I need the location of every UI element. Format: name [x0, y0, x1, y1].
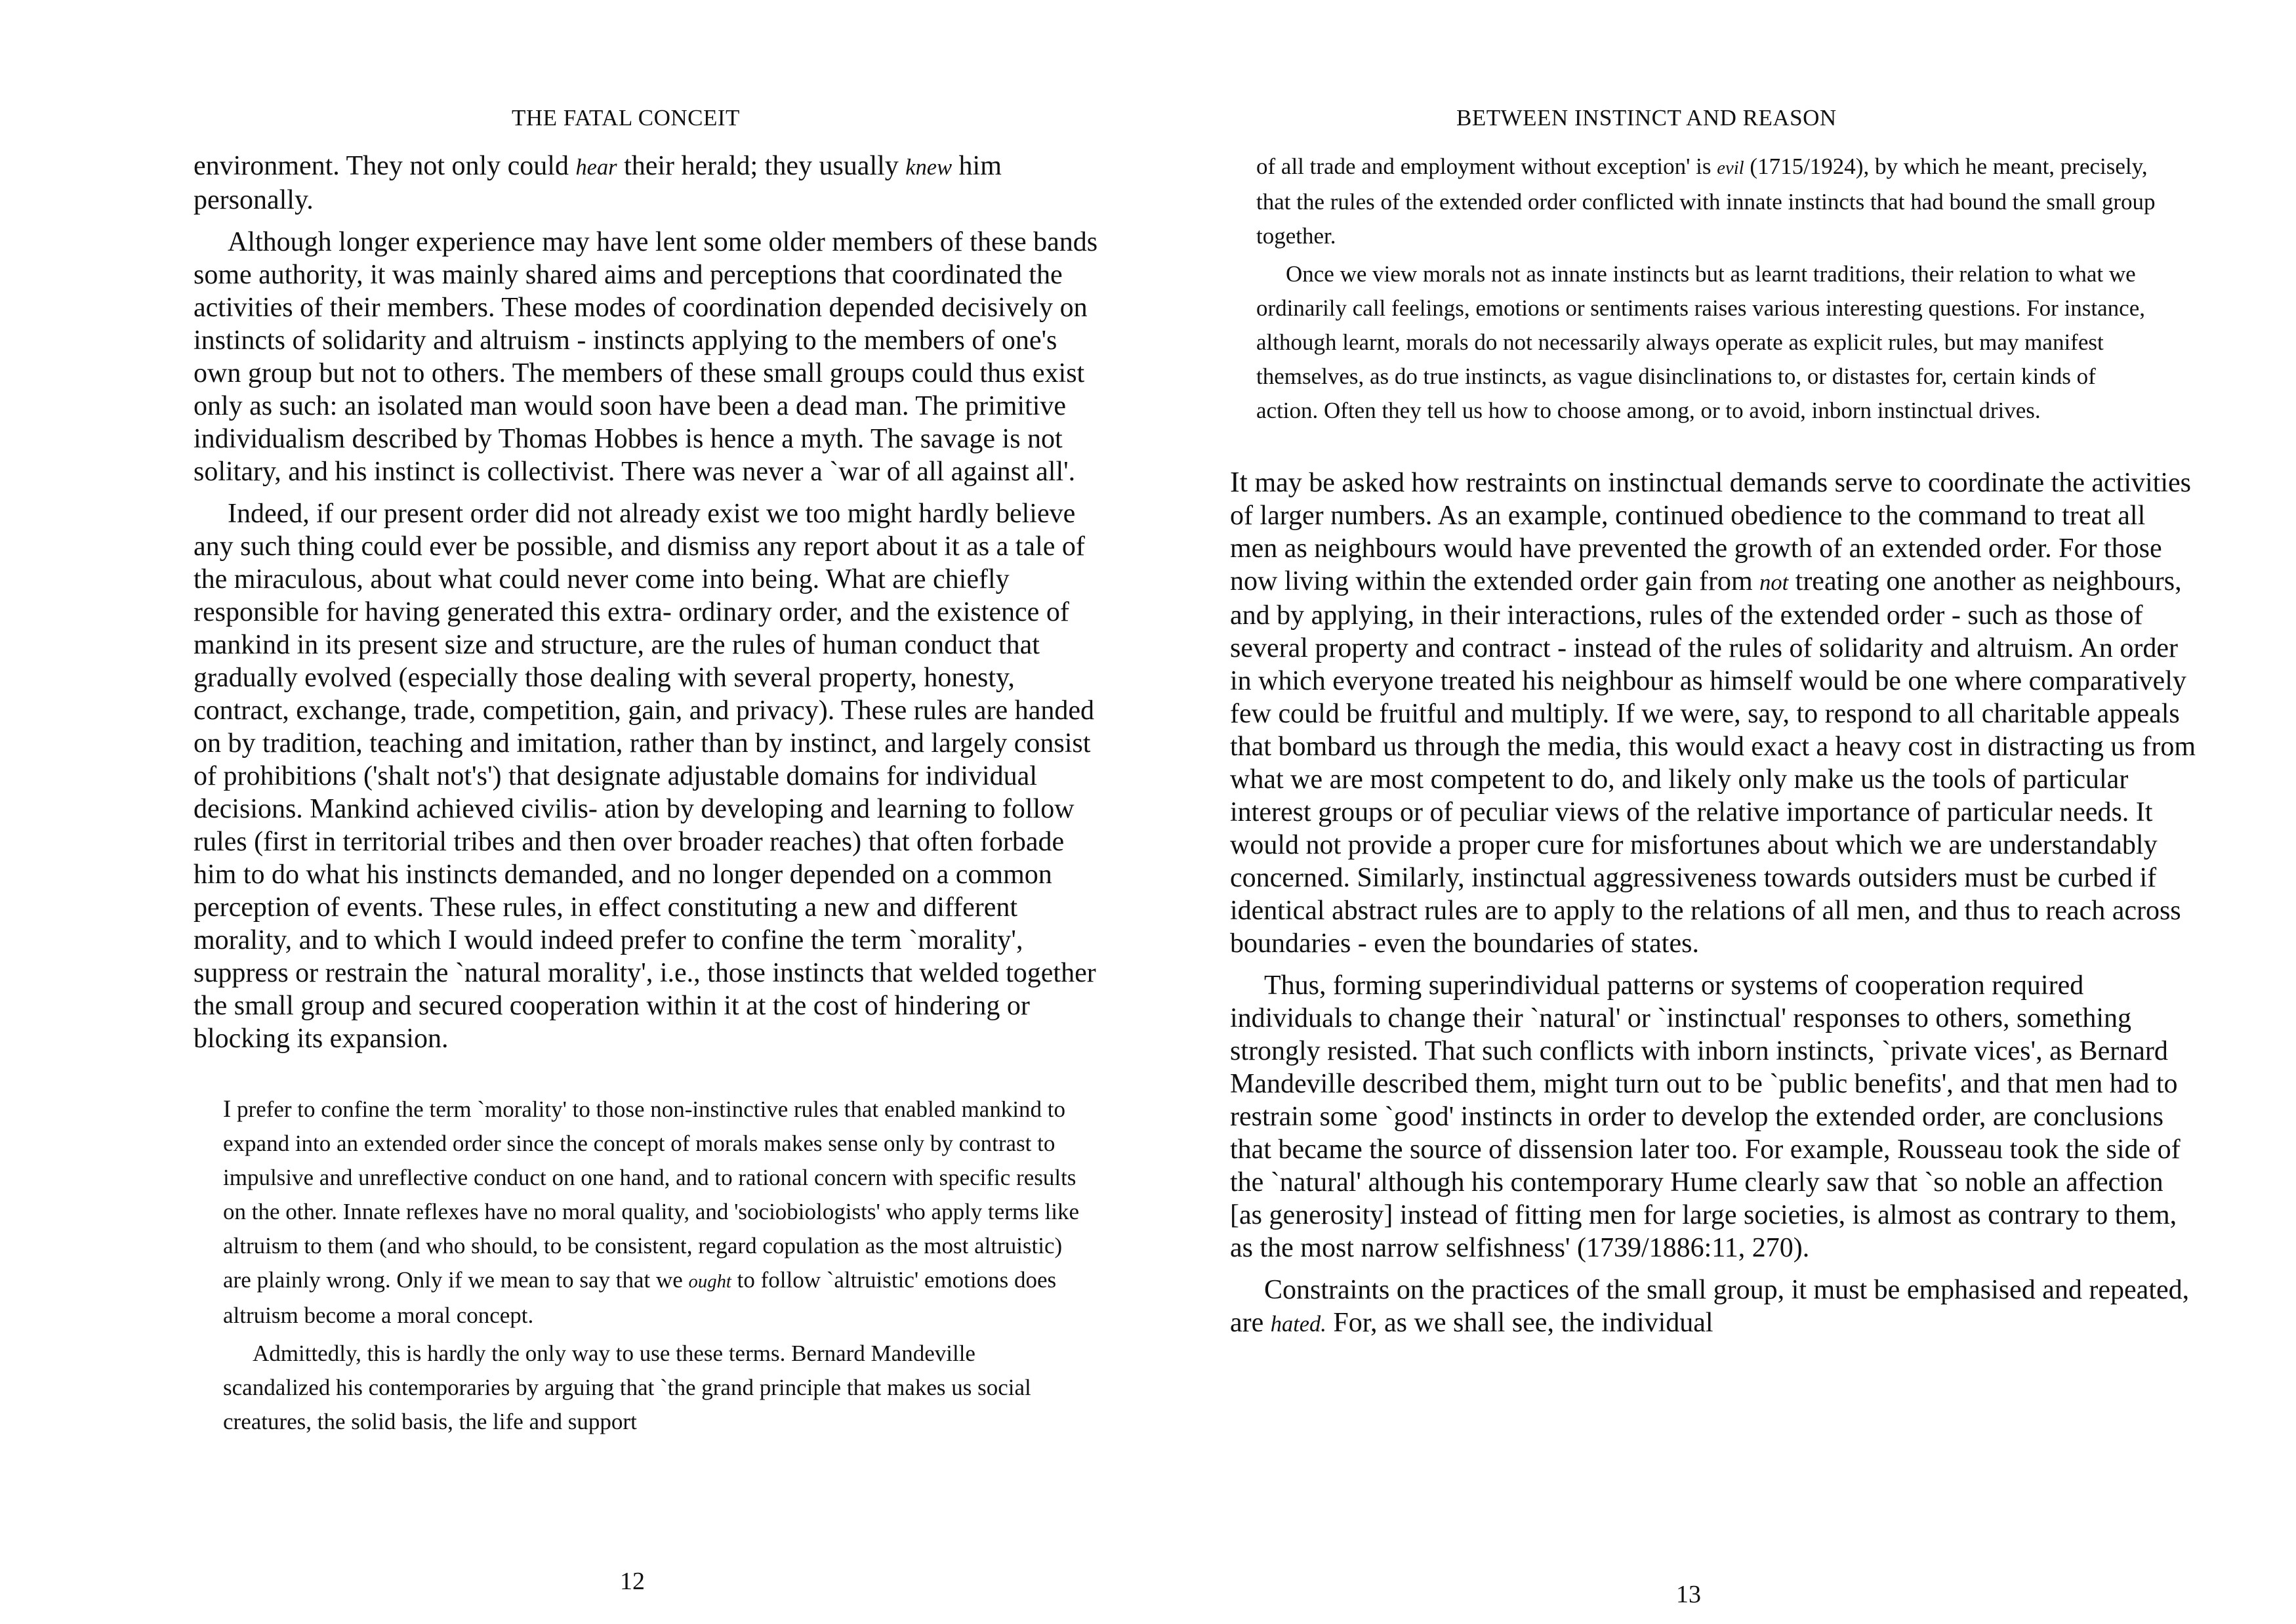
right-paragraph-3 [1230, 1274, 2198, 1341]
text-run: their herald; they usually [617, 151, 906, 181]
text-run: him personally. [194, 151, 1002, 215]
left-main-text [194, 150, 1102, 1055]
left-note-block [223, 1092, 1082, 1439]
left-paragraph-1 [194, 150, 1102, 217]
right-note-block [1256, 150, 2158, 428]
left-paragraph-2: Although longer experience may have lent some older members of these bands some authority, it was mainly shared aims and perceptions that coordinated the activities of their members. These modes of coordination depended decisively on instincts of solidarity and altruism - instincts applying to the members of one's own group but not to others. The members of these small groups could thus exist only as such: an isolated man would soon have been a dead man. The primitive individualism described by Thomas Hobbes is hence a myth. The savage is not solitary, and his instinct is collectivist. There was never a `war of all against all'. [194, 227, 1098, 487]
italic-word-knew: knew [905, 155, 953, 180]
right-paragraph-1 [1230, 466, 2198, 960]
running-head-left: THE FATAL CONCEIT [512, 105, 740, 131]
text-run: environment. They not only could [194, 151, 576, 181]
page-number-left: 12 [620, 1568, 645, 1595]
italic-word-evil: evil [1717, 157, 1744, 178]
initial-word: It [1230, 466, 1248, 498]
right-note-paragraph-1 [1256, 150, 2158, 253]
running-head-right: BETWEEN INSTINCT AND REASON [1456, 105, 1837, 131]
right-note-paragraph-2: Once we view morals not as innate instincts but as learnt traditions, their relation to what we ordinarily call feelings, emotions or sentiments raises various interesting questions. For instance, although learnt, morals do not necessarily always operate as explicit rules, but may manifest themselves, as do true instincts, as vague disinclinations to, or distastes for, certain kinds of action. Often they tell us how to choose among, or to avoid, inborn instinctual drives. [1256, 261, 2146, 423]
text-run: For, as we shall see, the individual [1326, 1308, 1713, 1338]
left-note-paragraph-1 [223, 1092, 1082, 1333]
italic-word-not: not [1759, 570, 1789, 595]
italic-word-ought: ought [688, 1271, 731, 1292]
text-run: prefer to confine the term `morality' to those non-instinctive rules that enabled mankind to expand into an extended order since the concept of morals makes sense only by contrast to impulsive and unreflective conduct on one hand, and to rational concern with specific results on the other. Innate reflexes have no moral quality, and 'sociobiologists' who apply terms like altruism to them (and who should, to be consistent, regard copulation as the most altruistic) are plainly wrong. Only if we mean to say that we [223, 1096, 1080, 1293]
left-paragraph-3: Indeed, if our present order did not already exist we too might hardly believe any such thing could ever be possible, and dismiss any report about it as a tale of the miraculous, about what could never come into being. What are chiefly responsible for having generated this extra- ordinary order, and the existence of mankind in its present size and structure, are the rules of human conduct that gradually evolved (especially those dealing with several property, honesty, contract, exchange, trade, competition, gain, and privacy). These rules are handed on by tradition, teaching and imitation, rather than by instinct, and largely consist of prohibitions ('shalt not's') that designate adjustable domains for individual decisions. Mankind achieved civilis- ation by developing and learning to follow rules (first in territorial tribes and then over broader reaches) that often forbade him to do what his instincts demanded, and no longer depended on a common perception of events. These rules, in effect constituting a new and different morality, and to which I would indeed prefer to confine the term `morality', suppress or restrain the `natural morality', i.e., those instincts that welded together the small group and secured cooperation within it at the cost of hindering or blocking its expansion. [194, 499, 1096, 1054]
italic-word-hated: hated. [1270, 1312, 1326, 1337]
text-run: Constraints on the practices of the small group, it must be emphasised and repeated, are [1230, 1275, 2190, 1338]
right-page [1148, 0, 2296, 1624]
initial-letter: I [223, 1095, 232, 1122]
italic-word-hear: hear [575, 155, 617, 180]
text-run: of all trade and employment without exception' is [1256, 154, 1717, 179]
left-note-paragraph-2: Admittedly, this is hardly the only way to use these terms. Bernard Mandeville scandalized his contemporaries by arguing that `the grand principle that makes us social creatures, the solid basis, the life and support [223, 1341, 1031, 1434]
page-number-right: 13 [1676, 1581, 1701, 1608]
text-run: to follow `altruistic' emotions does altruism become a moral concept. [223, 1267, 1057, 1328]
text-run: treating one another as neighbours, and by applying, in their interactions, rules of the extended order - such as those of several property and contract - instead of the rules of solidarity and altruism. An order in which everyone treated his neighbour as himself would be one where comparatively few could be fruitful and multiply. If we were, say, to respond to all charitable appeals that bombard us through the media, this would exact a heavy cost in distracting us from what we are most competent to do, and likely only make us the tools of particular interest groups or of peculiar views of the relative importance of particular needs. It would not provide a proper cure for misfortunes about which we are understandably concerned. Similarly, instinctual aggressiveness towards outsiders must be curbed if identical abstract rules are to apply to the relations of all men, and thus to reach across boundaries - even the boundaries of states. [1230, 566, 2196, 959]
left-text-column [194, 150, 1102, 1443]
right-main-text [1230, 466, 2198, 1341]
right-paragraph-2: Thus, forming superindividual patterns or systems of cooperation required individuals to change their `natural' or `instinctual' responses to others, something strongly resisted. That such conflicts with inborn instincts, `private vices', as Bernard Mandeville described them, might turn out to be `public benefits', and that men had to restrain some `good' instincts in order to develop the extended order, are conclusions that became the source of dissension later too. For example, Rousseau took the side of the `natural' although his contemporary Hume clearly saw that `so noble an affection [as generosity] instead of fitting men for large societies, is almost as contrary to them, as the most narrow selfishness' (1739/1886:11, 270). [1230, 970, 2181, 1263]
text-run: may be asked how restraints on instinctual demands serve to coordinate the activities of larger numbers. As an example, continued obedience to the command to treat all men as neighbours would have prevented the growth of an extended order. For those now living within the extended order gain from [1230, 468, 2192, 596]
right-text-column [1230, 150, 2198, 1350]
text-run: (1715/1924), by which he meant, precisely, that the rules of the extended order conflicted with innate instincts that had bound the small group together. [1256, 154, 2156, 249]
